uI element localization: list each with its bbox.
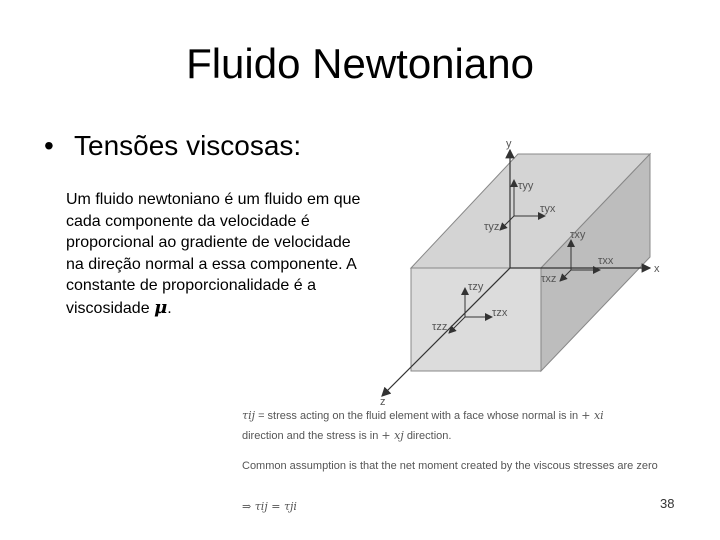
caption-text-1: = stress acting on the fluid element with a face whose normal is in (258, 410, 579, 422)
z-axis-label: z (380, 396, 386, 408)
slide-title: Fluido Newtoniano (186, 40, 534, 87)
caption-result: ⇒ τij = τji (242, 500, 297, 513)
y-axis-label: y (506, 138, 512, 150)
bullet-text: Tensões viscosas: (74, 130, 302, 161)
tau-xy-label: τxy (570, 229, 586, 241)
description-period: . (167, 299, 172, 317)
plus-xi-symbol: + xi (581, 409, 604, 422)
caption-text-2b: direction. (406, 430, 452, 442)
description-text: Um fluido newtoniano é um fluido em que cada componente da velocidade é proporcional ao gradiente de velocidade na direção normal a essa componente. A constante de proporcionalidade é a viscosidade (66, 191, 361, 317)
tau-yy-label: τyy (518, 180, 534, 192)
tau-zz-label: τzz (432, 321, 448, 333)
plus-xj-symbol: + xj (381, 429, 404, 442)
tau-xx-label: τxx (598, 255, 614, 267)
caption-line-2 (242, 429, 451, 442)
x-axis-label: x (654, 263, 660, 275)
tau-ij-symbol: τij (242, 409, 256, 422)
caption-assumption: Common assumption is that the net moment created by the viscous stresses are zero (242, 460, 658, 472)
tau-zy-label: τzy (468, 281, 484, 293)
tau-zx-label: τzx (492, 307, 508, 319)
tau-xz-label: τxz (541, 273, 557, 285)
page-number: 38 (660, 496, 675, 511)
caption-text-2a: direction and the stress is in (242, 430, 379, 442)
tau-yx-label: τyx (540, 203, 556, 215)
mu-symbol: μ (154, 296, 168, 318)
bullet-dot-icon: • (44, 130, 54, 161)
tau-yz-label: τyz (484, 221, 500, 233)
caption-line-1 (242, 409, 604, 422)
